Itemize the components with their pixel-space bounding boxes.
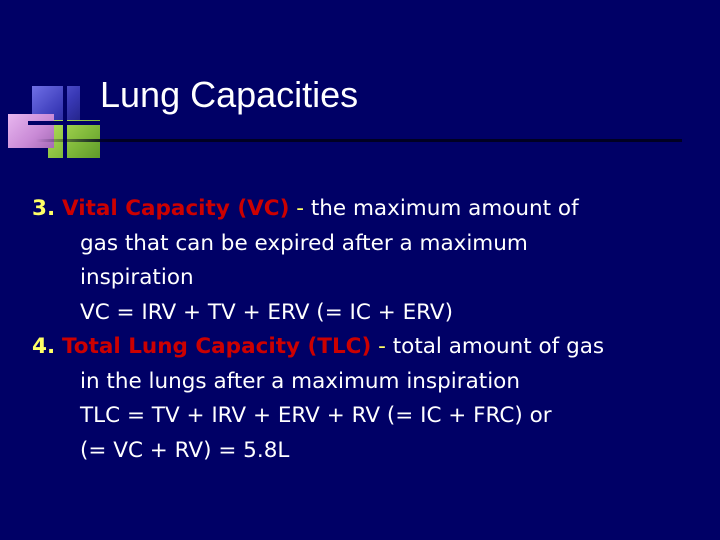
item-text-line: gas that can be expired after a maximum xyxy=(80,230,528,256)
item-term: Vital Capacity (VC) xyxy=(61,196,290,221)
item-formula: (= VC + RV) = 5.8L xyxy=(80,437,290,463)
item-number: 4. xyxy=(32,334,56,359)
item-text: the maximum amount of xyxy=(310,196,579,221)
item-4-first-line xyxy=(32,330,712,365)
slide-body xyxy=(32,192,712,468)
item-text-line: inspiration xyxy=(80,265,194,290)
item-3-first-line xyxy=(32,192,712,227)
slide-title: Lung Capacities xyxy=(100,74,359,115)
title-underline xyxy=(36,139,682,142)
item-dash: - xyxy=(378,334,386,359)
logo-pink-square xyxy=(8,114,54,148)
slide-logo-icon xyxy=(8,84,108,160)
item-formula: TLC = TV + IRV + ERV + RV (= IC + FRC) or xyxy=(80,403,552,428)
item-term: Total Lung Capacity (TLC) xyxy=(61,334,372,359)
logo-divider-horizontal xyxy=(28,121,108,125)
item-number: 3. xyxy=(32,196,56,221)
item-text: total amount of gas xyxy=(392,334,605,359)
item-dash: - xyxy=(296,196,305,221)
item-text-line: in the lungs after a maximum inspiration xyxy=(80,368,520,394)
item-formula: VC = IRV + TV + ERV (= IC + ERV) xyxy=(80,299,454,325)
